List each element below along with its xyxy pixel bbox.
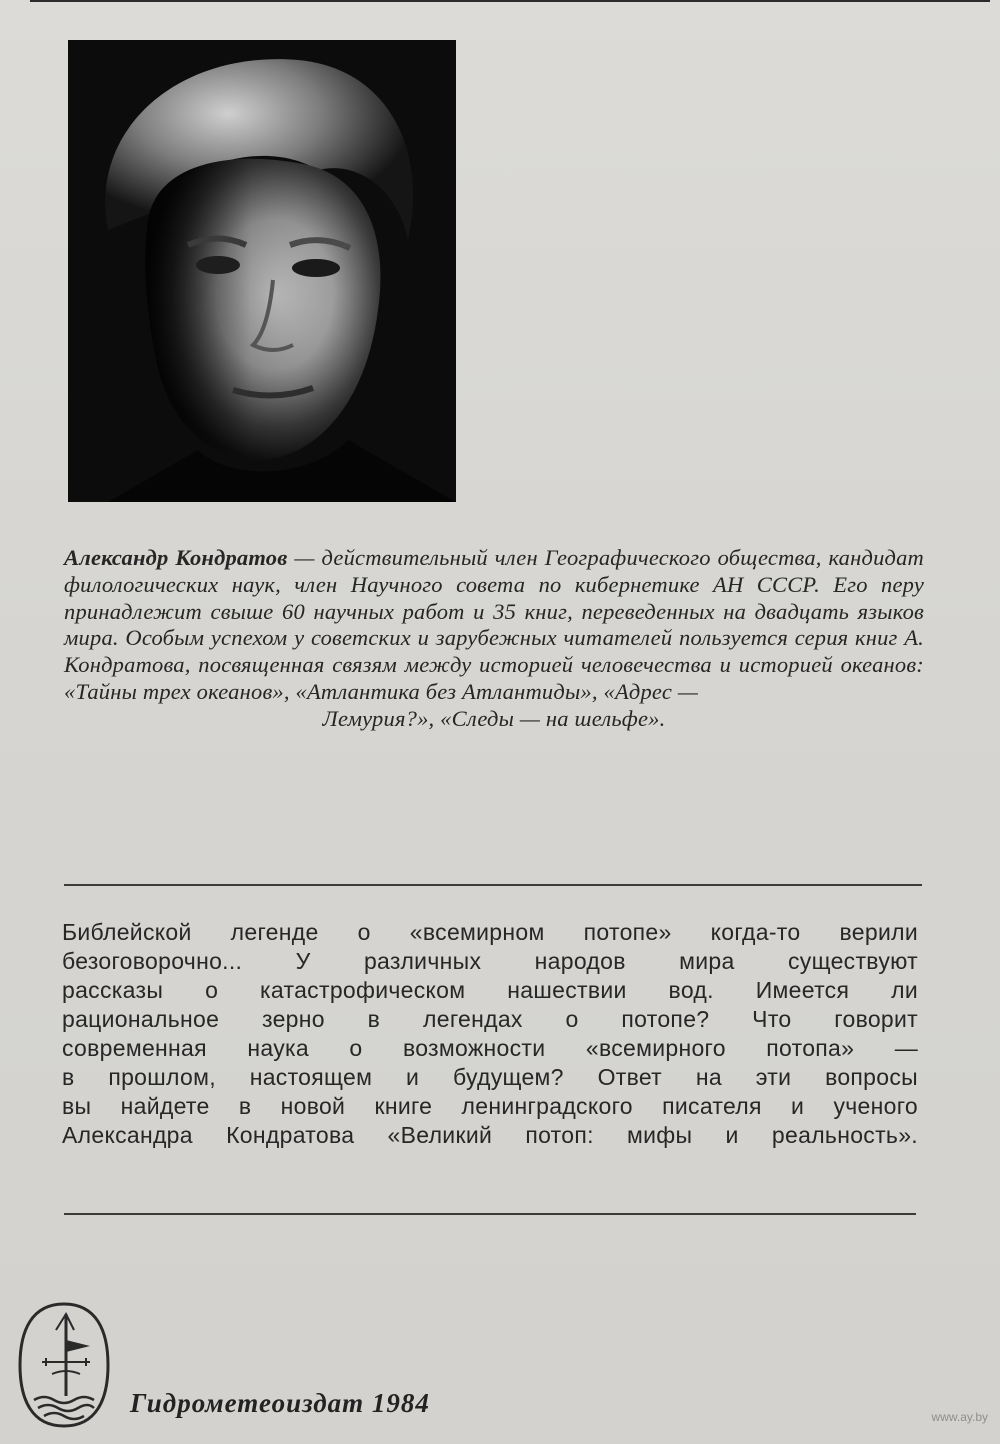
publisher-imprint: Гидрометеоиздат 1984 — [130, 1388, 430, 1418]
annotation-line-5: современная наука о возможности «всемирного потопа» — — [62, 1035, 918, 1061]
bio-line-3: совета по кибернетике АН СССР. Его перу принадлежит свыше — [64, 571, 925, 624]
top-rule — [30, 0, 990, 2]
book-annotation — [62, 918, 918, 1150]
bio-line-6: читателей пользуется серия книг А. Кондратова, посвященная — [64, 625, 925, 678]
portrait-image — [68, 40, 456, 502]
author-portrait-photo — [68, 40, 456, 502]
divider-rule-upper — [64, 884, 922, 886]
bio-line-2: общества, кандидат филологических наук, член Научного — [64, 545, 925, 597]
annotation-line-6: в прошлом, настоящем и будущем? Ответ на эти вопросы — [62, 1064, 918, 1090]
annotation-line-8: Александра Кондратова «Великий потоп: мифы и реальность». — [62, 1122, 918, 1148]
author-biography — [64, 545, 924, 733]
bio-line-4: 60 научных работ и 35 книг, переведенных на двадцать — [282, 598, 850, 624]
annotation-line-7: вы найдете в новой книге ленинградского писателя и ученого — [62, 1093, 918, 1119]
bio-line-7: связям между историей человечества и историей океанов: — [332, 652, 924, 678]
divider-rule-lower — [64, 1213, 916, 1215]
annotation-line-4: рациональное зерно в легендах о потопе? Что говорит — [62, 1006, 918, 1032]
bio-line-5: языков мира. Особым успехом у советских и зарубежных — [64, 598, 925, 651]
bio-line-8: «Тайны трех океанов», «Атлантика без Атлантиды», «Адрес — — [64, 678, 699, 704]
bio-line-1: — действительный член Географического — [294, 545, 711, 570]
author-name: Александр Кондратов — [64, 545, 288, 570]
bio-line-9: Лемурия?», «Следы — на шельфе». — [322, 705, 666, 731]
annotation-line-2: безоговорочно... У различных народов мира существуют — [62, 948, 918, 974]
publisher-logo-icon — [16, 1300, 112, 1430]
annotation-line-3: рассказы о катастрофическом нашествии вод. Имеется ли — [62, 977, 918, 1003]
watermark-text: www.ay.by — [931, 1410, 988, 1424]
annotation-line-1: Библейской легенде о «всемирном потопе» когда-то верили — [62, 919, 918, 945]
